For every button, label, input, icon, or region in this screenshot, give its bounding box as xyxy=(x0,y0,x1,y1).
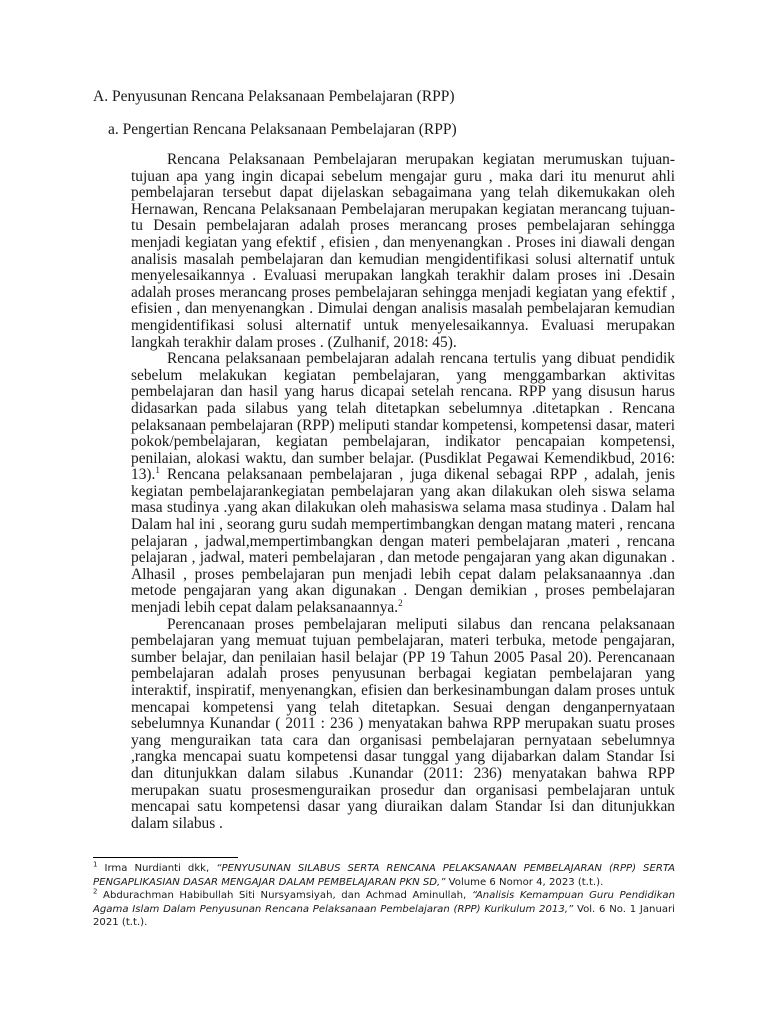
footnote-author: Irma Nurdianti dkk, xyxy=(97,863,217,874)
footnote-separator xyxy=(93,857,238,858)
subsection-heading: a. Pengertian Rencana Pelaksanaan Pembelajaran (RPP) xyxy=(108,121,457,138)
footnotes xyxy=(93,862,675,930)
footnote-title: “Analisis Kemampuan Guru Pendidikan Agama Islam Dalam Penyusunan Rencana Pelaksanaan Pembelajaran (RPP) Kurikulum 2013,” xyxy=(93,890,675,915)
paragraph-2 xyxy=(131,351,675,617)
paragraph-3: Perencanaan proses pembelajaran meliputi silabus dan rencana pelaksanaan pembelajaran yang memuat tujuan pembelajaran, materi terbuka, metode pengajaran, sumber belajar, dan penilaian hasil belajar (PP 19 Tahun 2005 Pasal 20). Perencanaan pembelajaran adalah proses penyusunan berbagai kegiatan pembelajaran yang interaktif, inspiratif, menyenangkan, efisien dan berkesinambungan dalam proses untuk mencapai kompetensi yang telah ditetapkan. Sesuai dengan denganpernyataan sebelumnya Kunandar ( 2011 : 236 ) menyatakan bahwa RPP merupakan suatu proses yang menguraikan tata cara dan organisasi pembelajaran pernyataan sebelumnya ,rangka mencapai suatu kompetensi dasar tunggal yang dijabarkan dalam Standar Isi dan ditunjukkan dalam silabus .Kunandar (2011: 236) menyatakan bahwa RPP merupakan suatu prosesmenguraikan prosedur dan organisasi pembelajaran untuk mencapai satu kompetensi dasar yang diuraikan dalam Standar Isi dan ditunjukkan dalam silabus . xyxy=(131,615,675,832)
footnote-ref-1[interactable]: 1 xyxy=(155,465,160,476)
paragraph-2-text-b: Rencana pelaksanaan pembelajaran , juga dikenal sebagai RPP , adalah, jenis kegiatan pembelajarankegiatan pembelajaran yang akan dilakukan oleh siswa selama masa studinya .yang akan dilakukan oleh mahasiswa selama masa studinya . Dalam hal Dalam hal ini , seorang guru sudah mempertimbangkan dengan matang materi , rencana pelajaran , jadwal,mempertimbangkan dengan materi pembelajaran ,materi , rencana pelajaran , jadwal, materi pembelajaran , dan metode pengajaran yang akan digunakan . Alhasil , proses pembelajaran pun menjadi lebih cepat dalam pelaksanaannya .dan metode pengajaran yang akan digunakan . Dengan demikian , proses pembelajaran menjadi lebih cepat dalam pelaksanaannya. xyxy=(131,466,675,617)
footnote-number: 1 xyxy=(93,860,98,869)
footnote-1 xyxy=(93,862,675,889)
section-heading: A. Penyusunan Rencana Pelaksanaan Pembelajaran (RPP) xyxy=(93,88,455,105)
footnote-title: “PENYUSUNAN SILABUS SERTA RENCANA PELAKSANAAN PEMBELAJARAN (RPP) SERTA PENGAPLIKASIAN DASAR MENGAJAR DALAM PEMBELAJARAN PKN SD,” xyxy=(93,863,675,888)
body-text xyxy=(131,152,675,832)
footnote-2 xyxy=(93,889,675,930)
footnote-details: Volume 6 Nomor 4, 2023 (t.t.). xyxy=(445,876,604,888)
footnote-ref-2[interactable]: 2 xyxy=(398,597,403,608)
footnote-author: Abdurachman Habibullah Siti Nursyamsiyah, dan Achmad Aminullah, xyxy=(97,890,472,901)
paragraph-1: Rencana Pelaksanaan Pembelajaran merupakan kegiatan merumuskan tujuan-tujuan apa yang ingin dicapai sebelum mengajar guru , maka dari itu menurut ahli pembelajaran tersebut dapat dijelaskan sebagaimana yang telah dikemukakan oleh Hernawan, Rencana Pelaksanaan Pembelajaran merupakan kegiatan merancang tujuan-tu Desain pembelajaran adalah proses merancang proses pembelajaran sehingga menjadi kegiatan yang efektif , efisien , dan menyenangkan . Proses ini diawali dengan analisis masalah pembelajaran dan kemudian mengidentifikasi solusi alternatif untuk menyelesaikannya . Evaluasi merupakan langkah terakhir dalam proses ini .Desain adalah proses merancang proses pembelajaran sehingga menjadi kegiatan yang efektif , efisien , dan menyenangkan . Dimulai dengan analisis masalah pembelajaran kemudian mengidentifikasi solusi alternatif untuk menyelesaikannya. Evaluasi merupakan langkah terakhir dalam proses . (Zulhanif, 2018: 45). xyxy=(131,151,675,351)
footnote-details: Vol. 6 No. 1 Januari 2021 (t.t.). xyxy=(93,903,675,928)
footnote-number: 2 xyxy=(93,887,98,896)
paragraph-2-text-a: Rencana pelaksanaan pembelajaran adalah rencana tertulis yang dibuat pendidik sebelum melakukan kegiatan pembelajaran, yang menggambarkan aktivitas pembelajaran dan hasil yang harus dicapai setelah rencana. RPP yang disusun harus didasarkan pada silabus yang telah ditetapkan sebelumnya .ditetapkan . Rencana pelaksanaan pembelajaran (RPP) meliputi standar kompetensi, kompetensi dasar, materi pokok/pembelajaran, kegiatan pembelajaran, indikator pencapaian kompetensi, penilaian, alokasi waktu, dan sumber belajar. (Pusdiklat Pegawai Kemendikbud, 2016: 13). xyxy=(131,350,675,484)
